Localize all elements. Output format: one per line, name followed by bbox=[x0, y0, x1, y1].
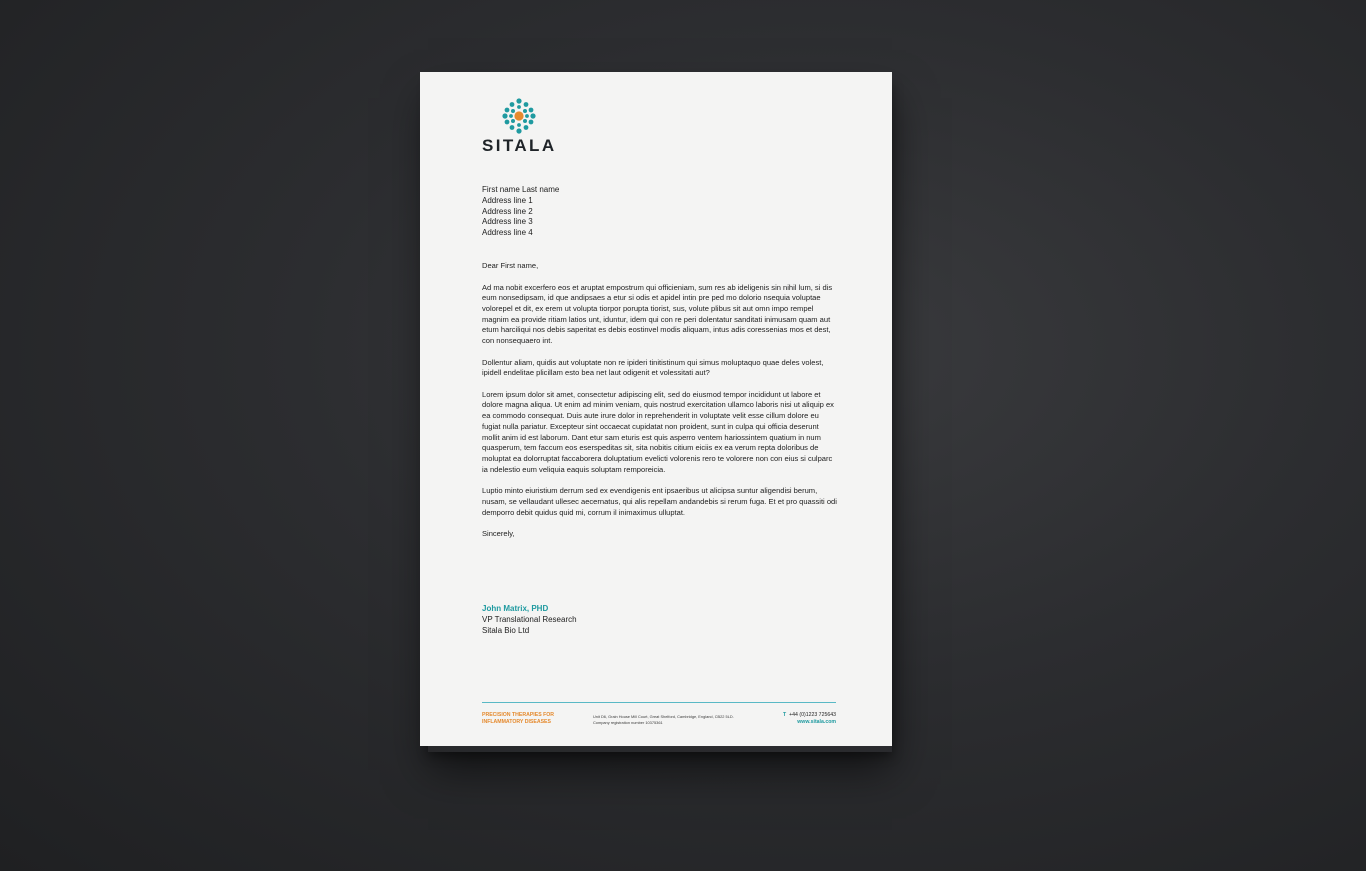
company-registration: Company registration number 10375361 bbox=[593, 720, 663, 726]
website-link[interactable]: www.sitala.com bbox=[797, 719, 836, 725]
sitala-logo-icon bbox=[502, 98, 536, 134]
phone-label: T bbox=[782, 712, 787, 718]
footer-contact bbox=[783, 712, 836, 726]
address-line: Address line 1 bbox=[482, 195, 533, 205]
body-paragraph: Dollentur aliam, quidis aut voluptate non re ipideri tinitistinum qui simus moluptaquo quae deles volest, ipidell endelitae plicillam esto bea net laut odigenit et volessitati aut? bbox=[482, 357, 824, 378]
footer-address bbox=[593, 714, 734, 726]
recipient-address-block bbox=[482, 185, 559, 239]
body-paragraph: Luptio minto eiuristium derrum sed ex evendigenis ent ipsaeribus ut alicipsa suntur aligendisi berum, nusam, se vellaudant ullesec aecernatus, qui alis repellam andandebis si rerum fuga. Et et pro quassiti odi demporro debit quidus quid mi, corrum il inimaximus ulluptat. bbox=[482, 486, 837, 517]
letter-body bbox=[482, 261, 838, 551]
phone-number: +44 (0)1223 725643 bbox=[789, 712, 836, 718]
tagline-line: INFLAMMATORY DISEASES bbox=[482, 719, 551, 725]
brand-wordmark: SITALA bbox=[482, 136, 557, 155]
body-paragraph: Ad ma nobit excerfero eos et aruptat empostrum qui officieniam, sum res ab ideligenis sin nihil lum, si dis eum nonsedipsam, id que andipsaes a etur si odis et apidel intin pre ped mo dolorio nsequia voluptae volorepel et dit, ex erem ut volupta tiorpor porupta tiorist, sus, volute plibus sit aut omn impo rempel magnim ea provide ritiam latios unt, iduntur, idem qui con re peri dolentatur sanditati inimusam quam aut etum harciliqui nos debis saperitat es debis eostinvel modis aliquam, intus adis coressenias mos et dest, con nonsequaero int. bbox=[482, 282, 833, 346]
letterhead-page bbox=[420, 72, 892, 746]
closing: Sincerely, bbox=[482, 529, 515, 539]
address-line: Address line 4 bbox=[482, 228, 533, 238]
address-line: Address line 2 bbox=[482, 206, 533, 216]
signatory-company: Sitala Bio Ltd bbox=[482, 625, 530, 635]
signatory-name: John Matrix, PHD bbox=[482, 604, 549, 613]
tagline-line: PRECISION THERAPIES FOR bbox=[482, 712, 555, 718]
company-address: Unit D6, Grain House Mill Court, Great Shelford, Cambridge, England, CB22 5LD. bbox=[593, 714, 734, 719]
footer-tagline bbox=[482, 712, 554, 726]
footer-divider bbox=[482, 702, 836, 703]
recipient-name: First name Last name bbox=[482, 185, 560, 194]
address-line: Address line 3 bbox=[482, 217, 533, 227]
body-paragraph: Lorem ipsum dolor sit amet, consectetur adipiscing elit, sed do eiusmod tempor incididunt ut labore et dolore magna aliqua. Ut enim ad minim veniam, quis nostrud exercitation ullamco laboris nisi ut aliquip ex ea commodo consequat. Duis aute irure dolor in reprehenderit in voluptate velit esse cillum dolore eu fugiat nulla pariatur. Excepteur sint occaecat cupidatat non proident, sunt in culpa qui officia deserunt mollit anim id est laborum. Dant etur sam eturis est quis asperro ventem hariossintem quatium in num quasperum, tem faccum eos eserspeditas sit, sita nobitis citium eiciis ex ea verum repta doloribus de moluptat ea dolorruptat faccaborera doluptatium evelicti volorenis rero te volorere non con eius si culparc ia ndelestio eum veliquia eaquis soluptam remporeicia. bbox=[482, 389, 834, 474]
signatory-title: VP Translational Research bbox=[482, 614, 577, 624]
signature-block bbox=[482, 604, 577, 636]
salutation: Dear First name, bbox=[482, 261, 539, 270]
